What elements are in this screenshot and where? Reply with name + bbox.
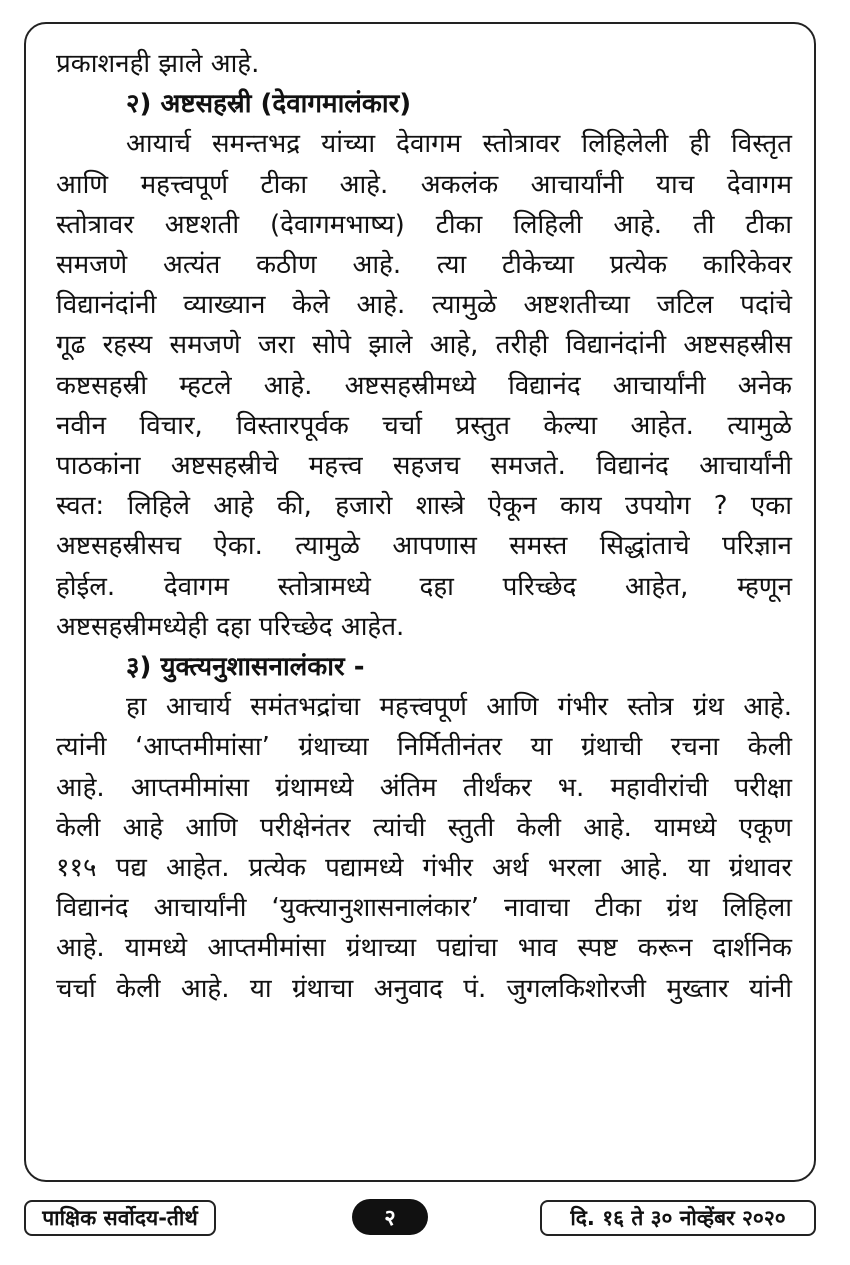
text-line: नवीन विचार, विस्तारपूर्वक चर्चा प्रस्तुत केल्या आहेत. त्यामुळे: [56, 410, 792, 441]
page-number: २: [384, 1206, 396, 1231]
text-line: आहे. आप्तमीमांसा ग्रंथामध्ये अंतिम तीर्थंकर भ. महावीरांची परीक्षा: [56, 772, 792, 803]
text-line: आणि महत्त्वपूर्ण टीका आहे. अकलंक आचार्यांनी याच देवागम: [56, 169, 792, 200]
text-line: त्यांनी ‘आप्तमीमांसा’ ग्रंथाच्या निर्मितीनंतर या ग्रंथाची रचना केली: [56, 732, 792, 763]
text-line: स्तोत्रावर अष्टशती (देवागमभाष्य) टीका लिहिली आहे. ती टीका: [56, 209, 792, 240]
text-line: चर्चा केली आहे. या ग्रंथाचा अनुवाद पं. जुगलकिशोरजी मुख्तार यांनी: [56, 973, 792, 1004]
text-line: समजणे अत्यंत कठीण आहे. त्या टीकेच्या प्रत्येक कारिकेवर: [56, 250, 792, 281]
text-line: कष्टसहस्री म्हटले आहे. अष्टसहस्रीमध्ये विद्यानंद आचार्यांनी अनेक: [56, 370, 792, 401]
text-line: अष्टसहस्रीसच ऐका. त्यामुळे आपणास समस्त सिद्धांताचे परिज्ञान: [56, 531, 792, 562]
text-line: पाठकांना अष्टसहस्रीचे महत्त्व सहजच समजते. विद्यानंद आचार्यांनी: [56, 451, 792, 482]
text-line: विद्यानंदांनी व्याख्यान केले आहे. त्यामुळे अष्टशतीच्या जटिल पदांचे: [56, 290, 792, 321]
text-line: आयार्च समन्तभद्र यांच्या देवागम स्तोत्रावर लिहिलेली ही विस्तृत: [126, 129, 792, 160]
section-heading-yuktyanushasanalankar: ३) युक्त्यनुशासनालंकार -: [126, 652, 365, 683]
text-line: ११५ पद्य आहेत. प्रत्येक पद्यामध्ये गंभीर अर्थ भरला आहे. या ग्रंथावर: [56, 853, 792, 884]
issue-date: दि. १६ ते ३० नोव्हेंबर २०२०: [570, 1206, 786, 1230]
text-line: विद्यानंद आचार्यांनी ‘युक्त्यानुशासनालंकार’ नावाचा टीका ग्रंथ लिहिला: [56, 893, 792, 924]
article-body: [56, 44, 792, 1009]
text-line: स्वत: लिहिले आहे की, हजारो शास्त्रे ऐकून काय उपयोग ? एका: [56, 491, 792, 522]
publication-name: पाक्षिक सर्वोदय-तीर्थ: [42, 1206, 198, 1230]
text-line: हा आचार्य समंतभद्रांचा महत्त्वपूर्ण आणि गंभीर स्तोत्र ग्रंथ आहे.: [126, 692, 792, 723]
text-line: केली आहे आणि परीक्षेनंतर त्यांची स्तुती केली आहे. यामध्ये एकूण: [56, 812, 792, 843]
text-line: प्रकाशनही झाले आहे.: [56, 49, 260, 79]
publication-name-box: [24, 1200, 216, 1236]
section-heading-ashtasahasri: २) अष्टसहस्री (देवागमालंकार): [126, 89, 412, 120]
issue-date-box: [540, 1200, 816, 1236]
text-line: आहे. यामध्ये आप्तमीमांसा ग्रंथाच्या पद्यांचा भाव स्पष्ट करून दार्शनिक: [56, 933, 792, 964]
text-line: होईल. देवागम स्तोत्रामध्ये दहा परिच्छेद आहेत, म्हणून: [56, 571, 792, 602]
page-number-badge: [352, 1199, 428, 1235]
text-line: गूढ रहस्य समजणे जरा सोपे झाले आहे, तरीही विद्यानंदांनी अष्टसहस्रीस: [56, 330, 792, 361]
text-line: अष्टसहस्रीमध्येही दहा परिच्छेद आहेत.: [56, 611, 405, 642]
